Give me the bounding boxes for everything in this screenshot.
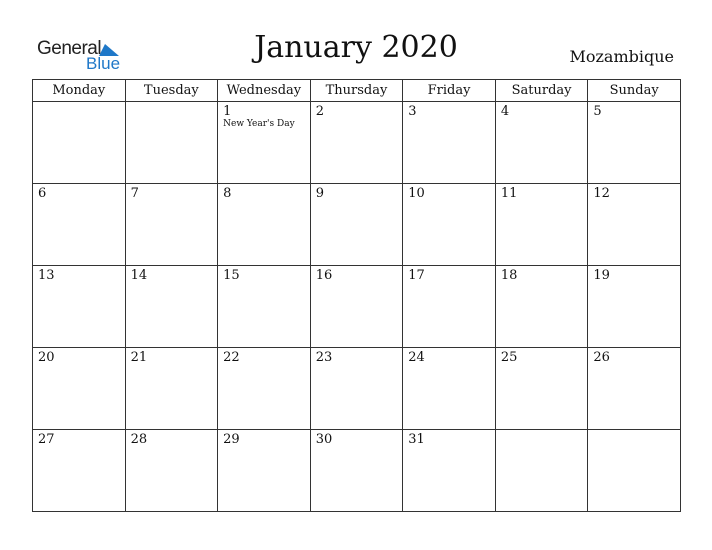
day-number: 30 [315,432,333,447]
day-number: 31 [408,432,425,447]
day-number: 25 [500,350,518,365]
day-number: 4 [500,104,510,119]
weekday-header-row [33,80,681,102]
day-cell [125,348,218,430]
week-row [33,430,681,512]
weekday-header: Monday [33,80,126,102]
day-number: 12 [593,186,610,201]
day-number: 6 [38,186,47,201]
day-cell [403,348,496,430]
day-cell [33,430,126,512]
day-number: 24 [408,350,425,365]
day-number: 17 [408,268,425,283]
day-cell [588,102,681,184]
day-number: 22 [223,350,240,365]
day-cell [125,266,218,348]
weekday-header: Tuesday [125,80,218,102]
day-cell [218,102,311,184]
day-cell [403,430,496,512]
holiday-label: New Year's Day [223,119,295,129]
day-cell [33,348,126,430]
day-cell [33,102,126,184]
day-cell [33,266,126,348]
day-number: 19 [593,268,610,283]
weekday-header: Saturday [495,80,588,102]
weekday-header: Sunday [588,80,681,102]
day-number: 11 [500,186,518,201]
day-number: 8 [223,186,232,201]
logo-general-text: General [37,38,102,59]
day-number: 18 [500,268,518,283]
weekday-header: Friday [403,80,496,102]
day-cell [403,266,496,348]
day-number: 1 [223,104,232,119]
day-number: 20 [38,350,55,365]
day-number: 15 [223,268,240,283]
day-number: 3 [408,104,417,119]
day-cell [310,430,403,512]
day-number: 26 [593,350,610,365]
day-number: 10 [408,186,425,201]
day-cell [310,266,403,348]
day-number: 21 [130,350,148,365]
day-number: 14 [130,268,148,283]
week-row [33,102,681,184]
day-cell [588,348,681,430]
day-number: 5 [593,104,602,119]
weekday-header: Thursday [310,80,403,102]
day-cell [403,102,496,184]
day-number: 27 [38,432,55,447]
logo-blue-text: Blue [86,54,121,73]
week-row [33,348,681,430]
page-title: January 2020 [254,30,458,65]
day-cell [125,102,218,184]
day-cell [403,184,496,266]
day-number: 2 [315,104,324,119]
day-cell [588,430,681,512]
day-cell [588,184,681,266]
day-number: 13 [38,268,55,283]
calendar-grid [32,79,681,512]
day-cell [218,266,311,348]
day-number: 29 [223,432,240,447]
day-cell [125,184,218,266]
day-cell [310,348,403,430]
week-row [33,266,681,348]
day-cell [495,348,588,430]
day-number: 23 [315,350,333,365]
day-cell [495,430,588,512]
day-number: 16 [315,268,333,283]
day-cell [310,184,403,266]
day-cell [218,348,311,430]
day-number: 9 [315,186,324,201]
day-number: 28 [130,432,148,447]
day-cell [495,102,588,184]
day-cell [125,430,218,512]
day-cell [218,430,311,512]
day-number: 7 [130,186,139,201]
day-cell [495,184,588,266]
day-cell [33,184,126,266]
day-cell [310,102,403,184]
day-cell [218,184,311,266]
country-label: Mozambique [569,47,674,66]
weekday-header: Wednesday [218,80,311,102]
day-cell [588,266,681,348]
week-row [33,184,681,266]
day-cell [495,266,588,348]
